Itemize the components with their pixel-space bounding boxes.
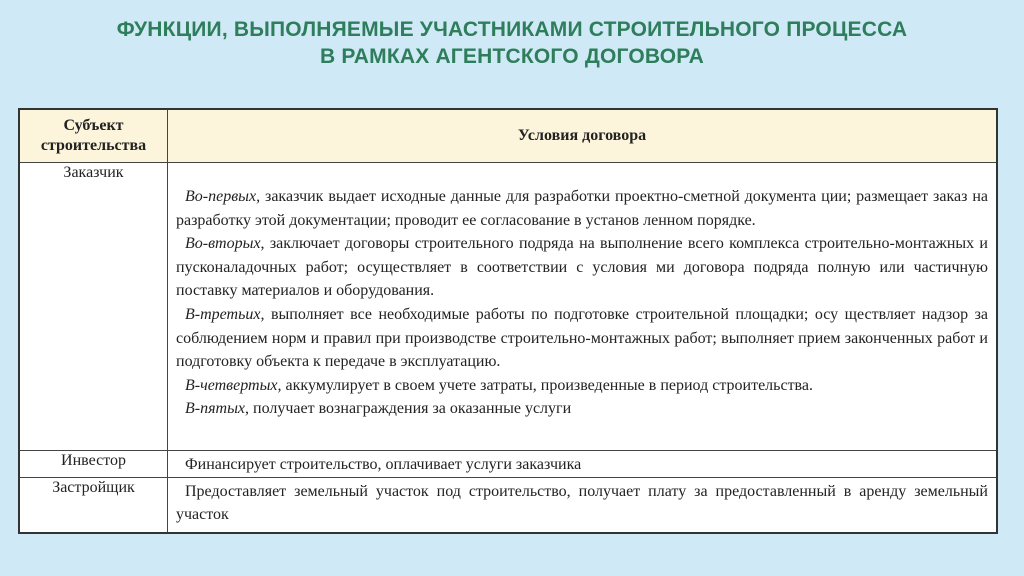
contract-table	[18, 108, 998, 534]
paragraph	[176, 303, 988, 374]
title-line-2: В РАМКАХ АГЕНТСКОГО ДОГОВОРА	[320, 45, 704, 68]
table-row	[19, 163, 997, 451]
header-subject-line-2: строительства	[40, 137, 147, 154]
conditions-customer	[168, 163, 998, 451]
header-conditions: Условия договора	[168, 109, 998, 163]
paragraph	[176, 185, 988, 232]
table-header-row	[19, 109, 997, 163]
table-row	[19, 451, 997, 478]
table-row	[19, 477, 997, 533]
paragraph	[176, 397, 988, 421]
page-title	[0, 16, 1024, 70]
paragraph-lead: В-пятых	[185, 400, 246, 418]
paragraph-lead: В-третьих,	[185, 305, 265, 323]
header-subject-line-1: Субъект	[63, 117, 124, 134]
paragraph-text: Предоставляет земельный участок под строительство, получает плату за предоставленный в аренду земельный участок	[176, 482, 988, 524]
subject-developer: Застройщик	[19, 477, 168, 533]
title-line-1: ФУНКЦИИ, ВЫПОЛНЯЕМЫЕ УЧАСТНИКАМИ СТРОИТЕЛЬНОГО ПРОЦЕССА	[116, 18, 908, 41]
paragraph-text: , получает вознаграждения за оказанные услуги	[245, 400, 572, 418]
paragraph-text: выполняет все необходимые работы по подготовке строительной площадки; осу ществляет надзор за соблюдением норм и правил при производстве строительно-монтажных работ; выполняет прием законченных работ и подготовку объекта к передаче в эксплуатацию.	[176, 305, 988, 371]
subject-investor: Инвестор	[19, 451, 168, 478]
paragraph-text: заказчик выдает исходные данные для разработки проектно-сметной документа ции; размещает заказ на разработку этой документации; проводит ее согласование в установ ленном порядке.	[176, 188, 988, 229]
header-subject	[19, 109, 168, 163]
paragraph-lead: Во-вторых	[185, 235, 261, 253]
paragraph	[176, 232, 988, 303]
paragraph	[176, 374, 988, 398]
conditions-developer	[168, 477, 998, 533]
paragraph-lead: В-четвертых,	[185, 376, 282, 394]
paragraph-lead: Во-первых,	[185, 188, 261, 205]
paragraph-text: аккумулирует в своем учете затраты, произведенные в период строительства.	[281, 376, 813, 394]
paragraph-text: Финансирует строительство, оплачивает услуги заказчика	[185, 456, 582, 473]
conditions-investor	[168, 451, 998, 478]
paragraph-text: , заключает договоры строительного подряда на выполнение всего комплекса строительно-монтажных и пусконаладочных работ; осуществляет в соответствии с условия ми договора подряда полную или частичную поставку материалов и оборудования.	[176, 235, 988, 300]
subject-customer: Заказчик	[19, 163, 168, 451]
